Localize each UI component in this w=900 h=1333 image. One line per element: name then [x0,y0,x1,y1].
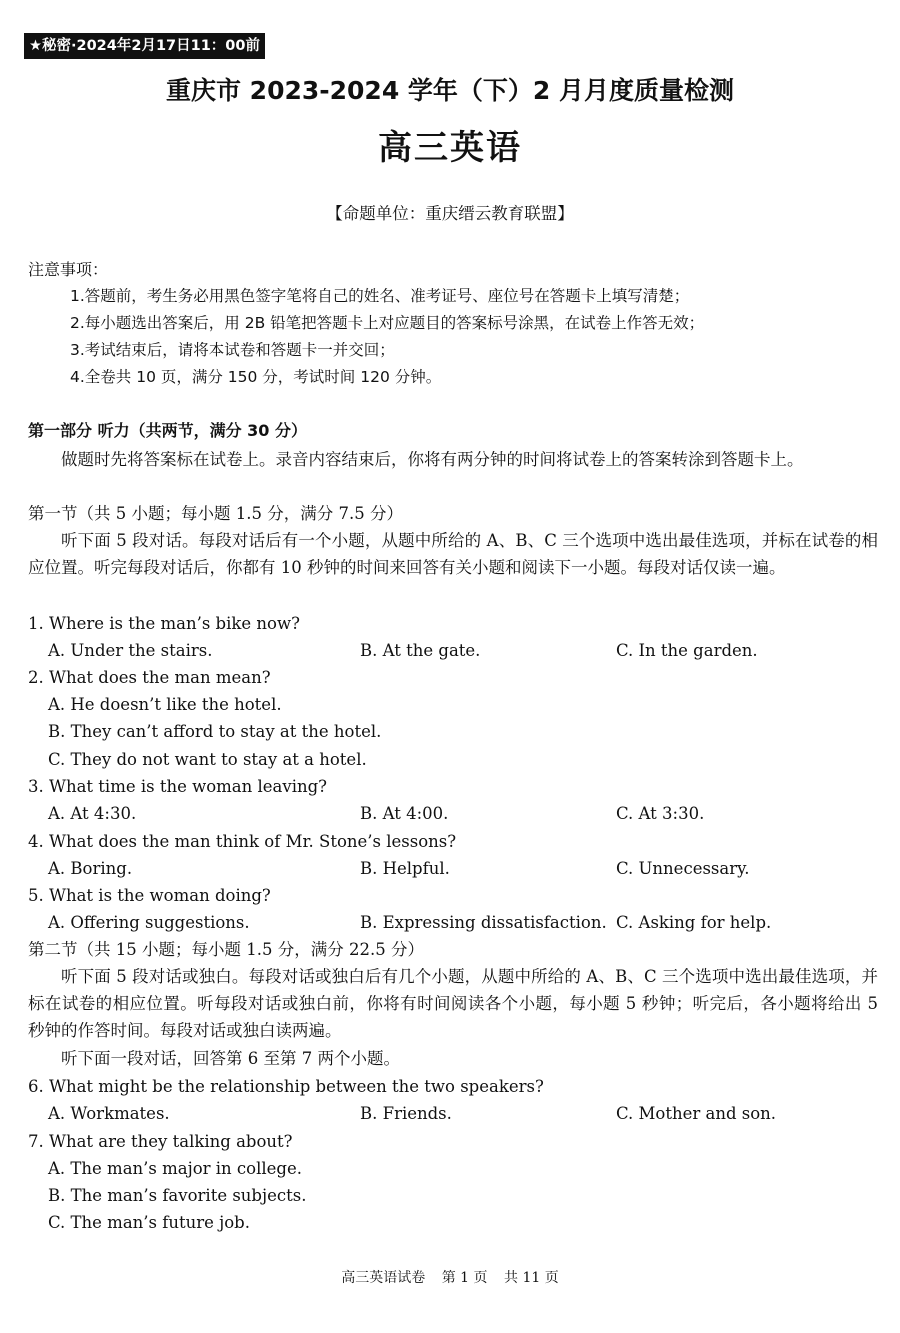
question-1: 1. Where is the man’s bike now? [28,614,300,633]
footer-page-number: 第 1 页 [441,1270,488,1286]
notes-item: 3.考试结束后，请将本试卷和答题卡一并交回； [70,341,395,359]
notes-item: 4.全卷共 10 页，满分 150 分，考试时间 120 分钟。 [70,368,442,386]
footer-page-total: 共 11 页 [504,1270,559,1286]
q3-option-b: B. At 4:00. [360,804,449,823]
q1-option-c: C. In the garden. [616,641,758,660]
footer-exam-name: 高三英语试卷 [341,1270,426,1286]
q3-option-a: A. At 4:30. [48,804,137,823]
section1-instructions: 听下面 5 段对话。每段对话后有一个小题，从题中所给的 A、B、C 三个选项中选出最佳选项，并标在试卷的相应位置。听完每段对话后，你都有 10 秒钟的时间来回答有关小题和阅读下一小题。每段对话仅读一遍。 [28,531,878,577]
question-5: 5. What is the woman doing? [28,886,271,905]
q4-option-b: B. Helpful. [360,859,450,878]
question-7: 7. What are they talking about? [28,1132,293,1151]
notes-item: 2.每小题选出答案后，用 2B 铅笔把答题卡上对应题目的答案标号涂黑，在试卷上作答无效； [70,314,705,332]
notes-item: 1.答题前，考生务必用黑色签字笔将自己的姓名、准考证号、座位号在答题卡上填写清楚； [70,287,690,305]
q6-option-a: A. Workmates. [48,1104,170,1123]
section1-heading: 第一节（共 5 小题；每小题 1.5 分，满分 7.5 分） [28,504,403,523]
q6-option-c: C. Mother and son. [616,1104,777,1123]
q3-option-c: C. At 3:30. [616,804,705,823]
question-4: 4. What does the man think of Mr. Stone’s lessons? [28,832,457,851]
q4-option-a: A. Boring. [48,859,133,878]
part1-intro: 做题时先将答案标在试卷上。录音内容结束后，你将有两分钟的时间将试卷上的答案转涂到答题卡上。 [61,450,804,469]
section2-heading: 第二节（共 15 小题；每小题 1.5 分，满分 22.5 分） [28,940,424,959]
q1-option-b: B. At the gate. [360,641,481,660]
q2-option-c: C. They do not want to stay at a hotel. [48,750,367,769]
q6-option-b: B. Friends. [360,1104,452,1123]
q7-option-c: C. The man’s future job. [48,1213,250,1232]
q7-option-b: B. The man’s favorite subjects. [48,1186,307,1205]
q5-option-a: A. Offering suggestions. [48,913,250,932]
q4-option-c: C. Unnecessary. [616,859,750,878]
q2-option-b: B. They can’t afford to stay at the hotel. [48,722,382,741]
part1-heading: 第一部分 听力（共两节，满分 30 分） [28,421,307,440]
notes-list [70,284,704,392]
question-6: 6. What might be the relationship between the two speakers? [28,1077,544,1096]
section2-instructions: 听下面 5 段对话或独白。每段对话或独白后有几个小题，从题中所给的 A、B、C 三个选项中选出最佳选项，并标在试卷的相应位置。听每段对话或独白前，你将有时间阅读各个小题，每小题 5 秒钟；听完后，各小题将给出 5 秒钟的作答时间。每段对话或独白读两遍。 [28,967,878,1040]
confidential-badge: ★秘密·2024年2月17日11：00前 [24,33,265,59]
exam-title: 重庆市 2023-2024 学年（下）2 月月度质量检测 [165,76,735,105]
q2-option-a: A. He doesn’t like the hotel. [48,695,282,714]
subject-title: 高三英语 [378,128,522,168]
question-3: 3. What time is the woman leaving? [28,777,328,796]
q1-option-a: A. Under the stairs. [48,641,213,660]
issuing-unit: 【命题单位：重庆缙云教育联盟】 [326,204,574,223]
q5-option-b: B. Expressing dissatisfaction. [360,913,607,932]
notes-heading: 注意事项： [28,260,109,279]
dialog-note: 听下面一段对话，回答第 6 至第 7 两个小题。 [61,1049,400,1068]
question-2: 2. What does the man mean? [28,668,271,687]
q7-option-a: A. The man’s major in college. [48,1159,302,1178]
q5-option-c: C. Asking for help. [616,913,772,932]
page-footer [0,1268,900,1288]
